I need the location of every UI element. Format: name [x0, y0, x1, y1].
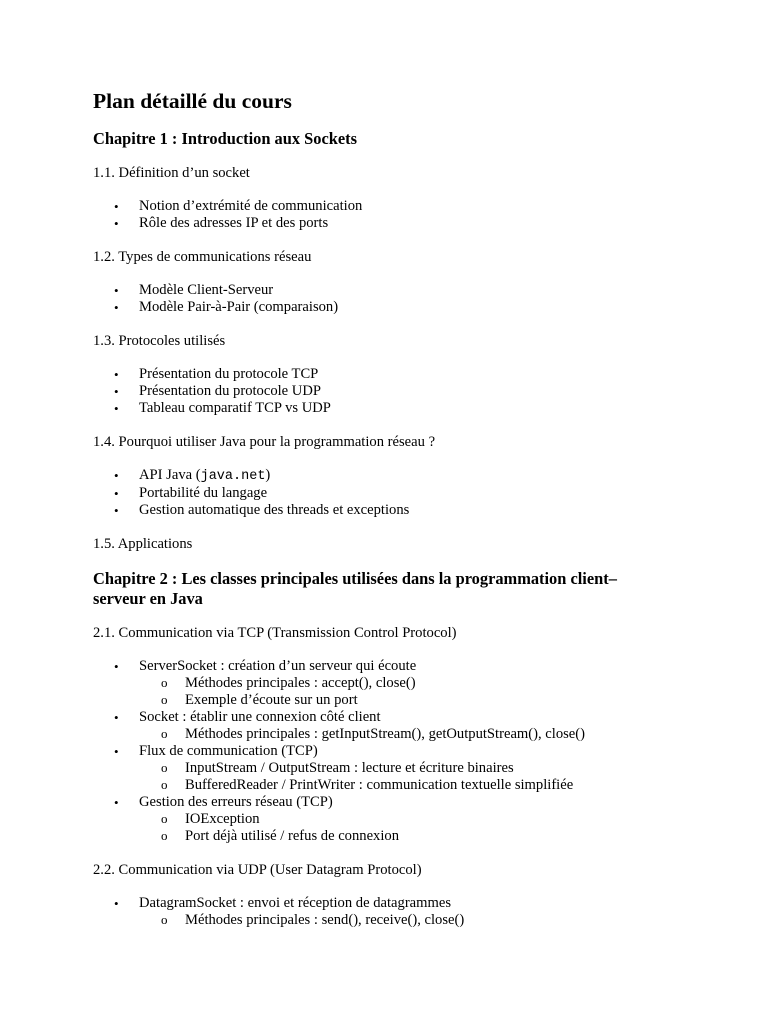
section-2-2-title: 2.2. Communication via UDP (User Datagram Protocol)	[93, 862, 422, 878]
list-item: • Gestion automatique des threads et exceptions	[93, 502, 678, 519]
section-2-1-list	[93, 658, 678, 845]
list-item-label: Gestion des erreurs réseau (TCP)	[139, 794, 333, 810]
list-item	[93, 709, 678, 743]
api-code: java.net	[200, 469, 266, 484]
sub-list-item: o Méthodes principales : send(), receive(), close()	[139, 912, 678, 929]
list-item-label: DatagramSocket : envoi et réception de datagrammes	[139, 895, 452, 911]
sub-list	[139, 726, 678, 743]
section-1-3-title: 1.3. Protocoles utilisés	[93, 333, 226, 349]
list-item: • Présentation du protocole TCP	[93, 366, 678, 383]
list-item: • Rôle des adresses IP et des ports	[93, 215, 678, 232]
list-item: • Tableau comparatif TCP vs UDP	[93, 400, 678, 417]
chapter-2-heading	[93, 569, 678, 609]
sub-list	[139, 811, 678, 845]
sub-list-item: o InputStream / OutputStream : lecture et écriture binaires	[139, 760, 678, 777]
list-item-label: ServerSocket : création d’un serveur qui écoute	[139, 658, 417, 674]
section-2-2-list	[93, 895, 678, 929]
list-item: • Modèle Client-Serveur	[93, 282, 678, 299]
chapter-1-heading: Chapitre 1 : Introduction aux Sockets	[93, 129, 357, 148]
list-item-label: Flux de communication (TCP)	[139, 743, 318, 759]
section-1-4-list	[93, 467, 678, 519]
document-title: Plan détaillé du cours	[93, 89, 292, 113]
list-item	[93, 467, 678, 485]
chapter-2-heading-line-1: Chapitre 2 : Les classes principales utilisées dans la programmation client–	[93, 569, 617, 588]
chapter-2-heading-line-2: serveur en Java	[93, 589, 203, 608]
api-suffix: )	[265, 467, 271, 483]
list-item: • Portabilité du langage	[93, 485, 678, 502]
sub-list-item: o BufferedReader / PrintWriter : communication textuelle simplifiée	[139, 777, 678, 794]
section-1-2-title: 1.2. Types de communications réseau	[93, 249, 312, 265]
sub-list	[139, 675, 678, 709]
list-item: • Modèle Pair-à-Pair (comparaison)	[93, 299, 678, 316]
api-prefix: API Java (	[139, 467, 201, 483]
sub-list	[139, 912, 678, 929]
list-item	[93, 658, 678, 709]
list-item: • Présentation du protocole UDP	[93, 383, 678, 400]
list-item	[93, 794, 678, 845]
section-2-1-title: 2.1. Communication via TCP (Transmission Control Protocol)	[93, 625, 457, 641]
list-item-label: Socket : établir une connexion côté client	[139, 709, 381, 725]
sub-list-item: o Exemple d’écoute sur un port	[139, 692, 678, 709]
list-item	[93, 743, 678, 794]
sub-list-item: o Méthodes principales : accept(), close()	[139, 675, 678, 692]
list-item: • Notion d’extrémité de communication	[93, 198, 678, 215]
section-1-3-list	[93, 366, 678, 417]
section-1-4-title: 1.4. Pourquoi utiliser Java pour la programmation réseau ?	[93, 434, 436, 450]
sub-list-item: o Port déjà utilisé / refus de connexion	[139, 828, 678, 845]
sub-list-item: o Méthodes principales : getInputStream(), getOutputStream(), close()	[139, 726, 678, 743]
section-1-1-list	[93, 198, 678, 232]
section-1-1-title: 1.1. Définition d’un socket	[93, 165, 250, 181]
list-item	[93, 895, 678, 929]
section-1-2-list	[93, 282, 678, 316]
sub-list	[139, 760, 678, 794]
section-1-5-title: 1.5. Applications	[93, 536, 193, 552]
sub-list-item: o IOException	[139, 811, 678, 828]
